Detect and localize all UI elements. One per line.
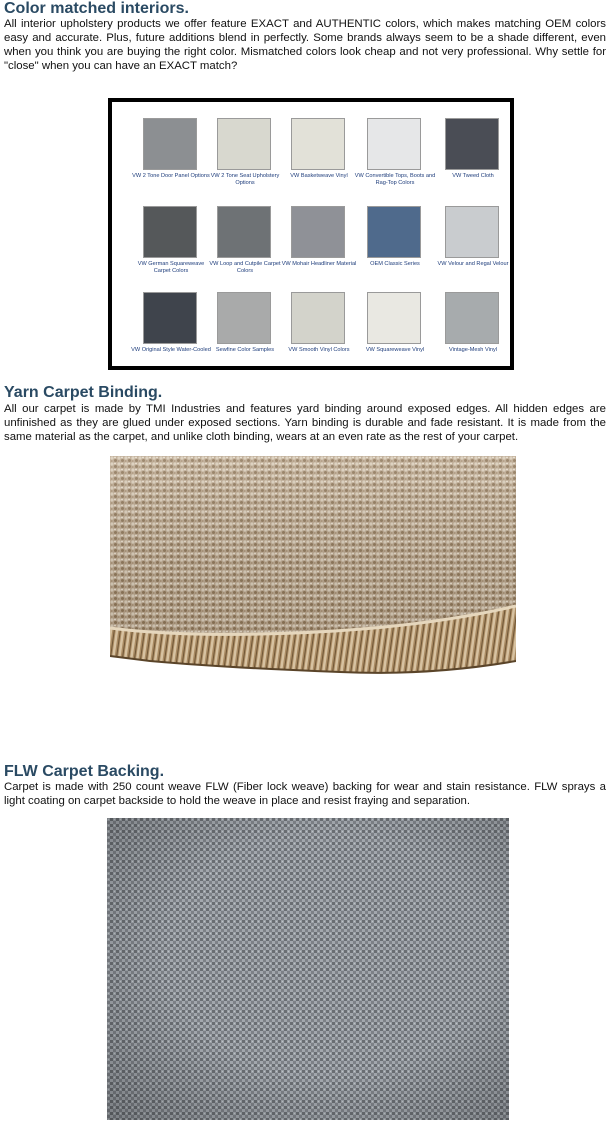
swatch-sample xyxy=(445,206,499,258)
swatch-label: VW Squareweave Vinyl xyxy=(365,347,425,353)
swatch-panel xyxy=(108,98,514,370)
swatch-label: VW 2 Tone Door Panel Options xyxy=(132,173,210,179)
swatch-item xyxy=(284,292,354,372)
swatch-label: VW Mohair Headliner Material xyxy=(281,261,357,267)
swatch-label: VW Original Style Water-Cooled xyxy=(131,347,211,353)
swatch-label: VW Basketweave Vinyl xyxy=(290,173,348,179)
swatch-sample xyxy=(217,118,271,170)
section-body-color-matched: All interior upholstery products we offer feature EXACT and AUTHENTIC colors, which makes matching OEM colors easy and accurate. Plus, future additions blend in perfectly. Some brands always seem to be a shade different, even when you think you are buying the right color. Mismatched colors look cheap and not very professional. Why settle for "close" when you can have an EXACT match? xyxy=(4,18,606,72)
swatch-label: VW Convertible Tops, Boots and Rag-Top Colors xyxy=(354,173,436,186)
swatch-sample xyxy=(217,206,271,258)
swatch-item xyxy=(281,206,357,286)
swatch-item xyxy=(438,118,508,198)
swatch-sample xyxy=(291,292,345,344)
section-title-flw-backing: FLW Carpet Backing. xyxy=(4,763,165,780)
swatch-item xyxy=(210,118,280,198)
swatch-item xyxy=(131,292,211,372)
swatch-item xyxy=(284,118,354,198)
swatch-label: Sewfine Color Samples xyxy=(215,347,275,353)
swatch-item xyxy=(438,292,508,372)
flw-backing-photo xyxy=(107,818,509,1120)
swatch-sample xyxy=(367,206,421,258)
swatch-sample xyxy=(143,292,197,344)
swatch-item xyxy=(360,206,430,286)
swatch-label: VW Velour and Regal Velour xyxy=(437,261,509,267)
swatch-sample xyxy=(367,292,421,344)
swatch-sample xyxy=(143,206,197,258)
swatch-item xyxy=(210,292,280,372)
swatch-label: VW German Squareweave Carpet Colors xyxy=(137,261,205,274)
swatch-item xyxy=(360,292,430,372)
swatch-sample xyxy=(143,118,197,170)
swatch-item xyxy=(354,118,436,198)
swatch-sample xyxy=(217,292,271,344)
swatch-sample xyxy=(291,206,345,258)
section-body-flw-backing: Carpet is made with 250 count weave FLW (Fiber lock weave) backing for wear and stain resistance. FLW sprays a light coating on carpet backside to hold the weave in place and resist fraying and separation. xyxy=(4,781,606,807)
section-body-yarn-binding: All our carpet is made by TMI Industries and features yard binding around exposed edges. All hidden edges are unfinished as they are glued under exposed sections. Yarn binding is durable and fade resistant. It is made from the same material as the carpet, and unlike cloth binding, wears at an even rate as the rest of your carpet. xyxy=(4,403,606,443)
yarn-binding-photo xyxy=(110,456,516,688)
swatch-label: VW Tweed Cloth xyxy=(452,173,494,179)
swatch-label: VW Loop and Cutpile Carpet Colors xyxy=(209,261,281,274)
section-title-color-matched: Color matched interiors. xyxy=(4,0,189,17)
swatch-item xyxy=(132,118,210,198)
swatch-label: VW 2 Tone Seat Upholstery Options xyxy=(210,173,280,186)
swatch-label: OEM Classic Series xyxy=(370,261,420,267)
swatch-sample xyxy=(291,118,345,170)
swatch-sample xyxy=(445,118,499,170)
swatch-label: VW Smooth Vinyl Colors xyxy=(288,347,350,353)
swatch-sample xyxy=(367,118,421,170)
swatch-item xyxy=(210,206,280,286)
swatch-item xyxy=(136,206,206,286)
swatch-item xyxy=(438,206,508,286)
swatch-sample xyxy=(445,292,499,344)
section-title-yarn-binding: Yarn Carpet Binding. xyxy=(4,384,163,401)
swatch-label: Vintage-Mesh Vinyl xyxy=(449,347,497,353)
swatch-grid xyxy=(124,112,509,364)
